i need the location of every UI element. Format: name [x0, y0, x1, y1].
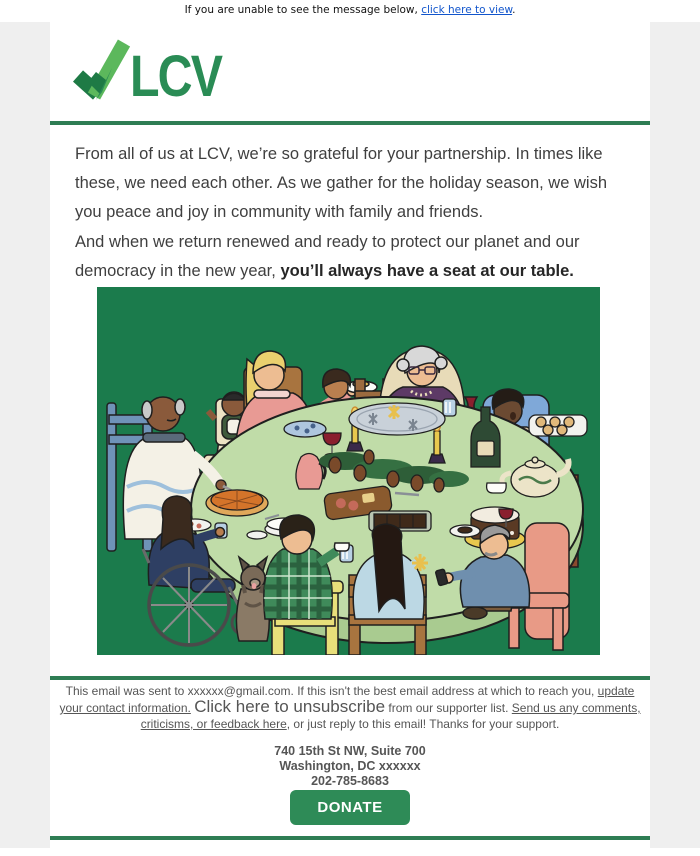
footer-legal-text: This email was sent to xxxxxx@gmail.com. If this isn't the best email address at which to reach you, update your contact information. Click here to unsubscribe from our supporter list. Send us any comments, criticisms, or feedback here, or just reply to this email! Thanks for your support. — [59, 684, 641, 731]
divider-top — [50, 121, 650, 125]
view-in-browser-link[interactable]: click here to view — [421, 4, 513, 16]
update-contact-link[interactable]: update your contact information. — [59, 684, 635, 715]
divider-footer — [50, 676, 650, 680]
paragraph-seat-at-table: And when we return renewed and ready to protect our planet and our democracy in the new year, you’ll always have a seat at our table. — [75, 233, 580, 280]
org-address — [50, 744, 650, 789]
holiday-dinner-illustration — [97, 287, 600, 655]
view-in-browser-text: If you are unable to see the message below, — [184, 4, 422, 16]
unsubscribe-link[interactable]: Click here to unsubscribe — [194, 697, 386, 716]
checkmark-icon — [78, 43, 124, 100]
email-body — [50, 22, 650, 848]
seat-at-table-bold: you’ll always have a seat at our table. — [280, 262, 574, 280]
donate-button[interactable]: DONATE — [290, 790, 409, 825]
address-line-2: Washington, DC xxxxxx — [279, 759, 421, 773]
lcv-logo — [72, 38, 272, 108]
paragraph-gratitude: From all of us at LCV, we’re so grateful for your partnership. In times like these, we need each other. As we gather for the holiday season, we wish you peace and joy in community with family and friends. — [75, 145, 607, 221]
holiday-table-illustration-graphic — [97, 287, 600, 655]
view-in-browser-bar: If you are unable to see the message below, click here to view. — [0, 0, 700, 22]
lcv-logo-graphic — [72, 38, 272, 108]
donate-button-row — [50, 790, 650, 825]
phone-number: 202-785-8683 — [311, 774, 389, 788]
feedback-link[interactable]: Send us any comments, criticisms, or feedback here — [140, 701, 641, 731]
lcv-logo-text: LCV — [130, 44, 222, 108]
address-line-1: 740 15th St NW, Suite 700 — [274, 744, 426, 758]
divider-bottom — [50, 836, 650, 840]
